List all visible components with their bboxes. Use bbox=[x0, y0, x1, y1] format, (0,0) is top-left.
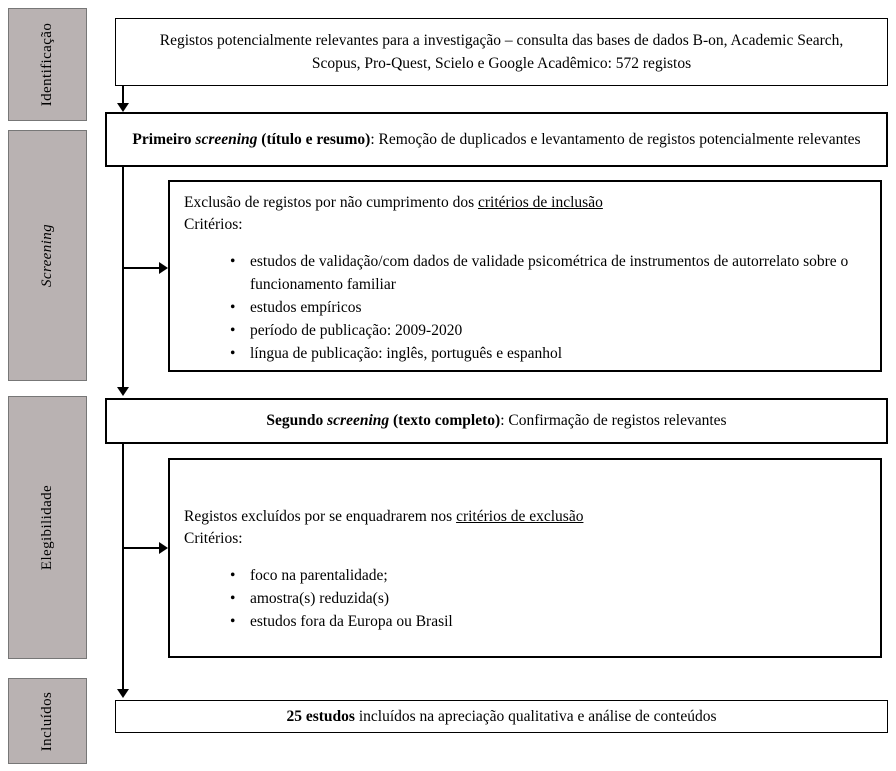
criteria-item: • estudos fora da Europa ou Brasil bbox=[230, 610, 864, 633]
stage-identificacao bbox=[8, 8, 87, 121]
included-rest: incluídos na apreciação qualitativa e análise de conteúdos bbox=[354, 707, 717, 725]
inclusion-criteria-list bbox=[184, 250, 864, 365]
criteria-item: • período de publicação: 2009-2020 bbox=[230, 319, 864, 342]
records-identified-box bbox=[115, 18, 888, 86]
exclusion-criteria-label: Critérios: bbox=[184, 530, 243, 547]
second-screening-paren: (texto completo) bbox=[389, 412, 501, 430]
arrow-first-to-second-screening bbox=[117, 167, 129, 396]
records-identified-text: Registos potencialmente relevantes para a investigação – consulta das bases de dados B-on, Academic Search, Scopus, Pro-Quest, Scielo e Google Acadêmico: 572 registos bbox=[159, 31, 844, 72]
arrow-shaft bbox=[122, 167, 124, 389]
criteria-item: • amostra(s) reduzida(s) bbox=[230, 587, 864, 610]
inclusion-intro-underlined: critérios de inclusão bbox=[478, 194, 603, 211]
arrow-head-down-icon bbox=[117, 387, 129, 396]
second-screening-term: screening bbox=[327, 412, 390, 430]
arrow-shaft bbox=[123, 267, 161, 269]
stage-identificacao-label: Identificação bbox=[39, 22, 56, 107]
inclusion-criteria-label: Critérios: bbox=[184, 216, 243, 233]
criteria-item: • estudos empíricos bbox=[230, 296, 864, 319]
arrow-shaft bbox=[123, 547, 161, 549]
exclusion-criteria-box bbox=[168, 458, 882, 658]
stage-incluidos bbox=[8, 678, 87, 764]
first-screening-term: screening bbox=[195, 130, 258, 148]
arrow-records-to-first-screening bbox=[117, 86, 129, 112]
arrow-branch-to-exclusion-criteria bbox=[123, 542, 168, 554]
first-screening-rest: : Remoção de duplicados e levantamento de registos potencialmente relevantes bbox=[370, 130, 861, 148]
first-screening-lead: Primeiro bbox=[132, 130, 196, 148]
arrow-shaft bbox=[122, 444, 124, 691]
second-screening-text bbox=[266, 409, 726, 432]
inclusion-intro bbox=[184, 192, 864, 214]
inclusion-criteria-box bbox=[168, 180, 882, 372]
inclusion-intro-plain: Exclusão de registos por não cumprimento dos bbox=[184, 194, 479, 211]
second-screening-lead: Segundo bbox=[266, 412, 328, 430]
criteria-item: • língua de publicação: inglês, português e espanhol bbox=[230, 342, 864, 365]
exclusion-intro bbox=[184, 506, 864, 528]
first-screening-text bbox=[132, 128, 860, 151]
arrow-second-screening-to-included bbox=[117, 444, 129, 698]
first-screening-paren: (título e resumo) bbox=[257, 130, 371, 148]
first-screening-box bbox=[105, 112, 888, 167]
exclusion-intro-underlined: critérios de exclusão bbox=[456, 508, 584, 525]
exclusion-intro-plain: Registos excluídos por se enquadrarem nos bbox=[184, 508, 457, 525]
criteria-item: • foco na parentalidade; bbox=[230, 564, 864, 587]
criteria-item: • estudos de validação/com dados de validade psicométrica de instrumentos de autorrelato sobre o funcionamento familiar bbox=[230, 250, 864, 296]
included-studies-box bbox=[115, 700, 888, 733]
second-screening-rest: : Confirmação de registos relevantes bbox=[500, 412, 727, 430]
arrow-head-right-icon bbox=[159, 542, 168, 554]
stage-screening-label: Screening bbox=[39, 223, 55, 288]
arrow-head-down-icon bbox=[117, 689, 129, 698]
stage-elegibilidade bbox=[8, 396, 87, 659]
stage-elegibilidade-label: Elegibilidade bbox=[39, 484, 55, 571]
exclusion-criteria-list bbox=[184, 564, 864, 633]
arrow-head-down-icon bbox=[117, 103, 129, 112]
stage-incluidos-label: Incluídos bbox=[39, 691, 55, 751]
included-count: 25 estudos bbox=[286, 707, 355, 725]
second-screening-box bbox=[105, 398, 888, 444]
stage-screening bbox=[8, 130, 87, 381]
arrow-head-right-icon bbox=[159, 262, 168, 274]
arrow-branch-to-inclusion-criteria bbox=[123, 262, 168, 274]
included-studies-text bbox=[286, 705, 716, 728]
